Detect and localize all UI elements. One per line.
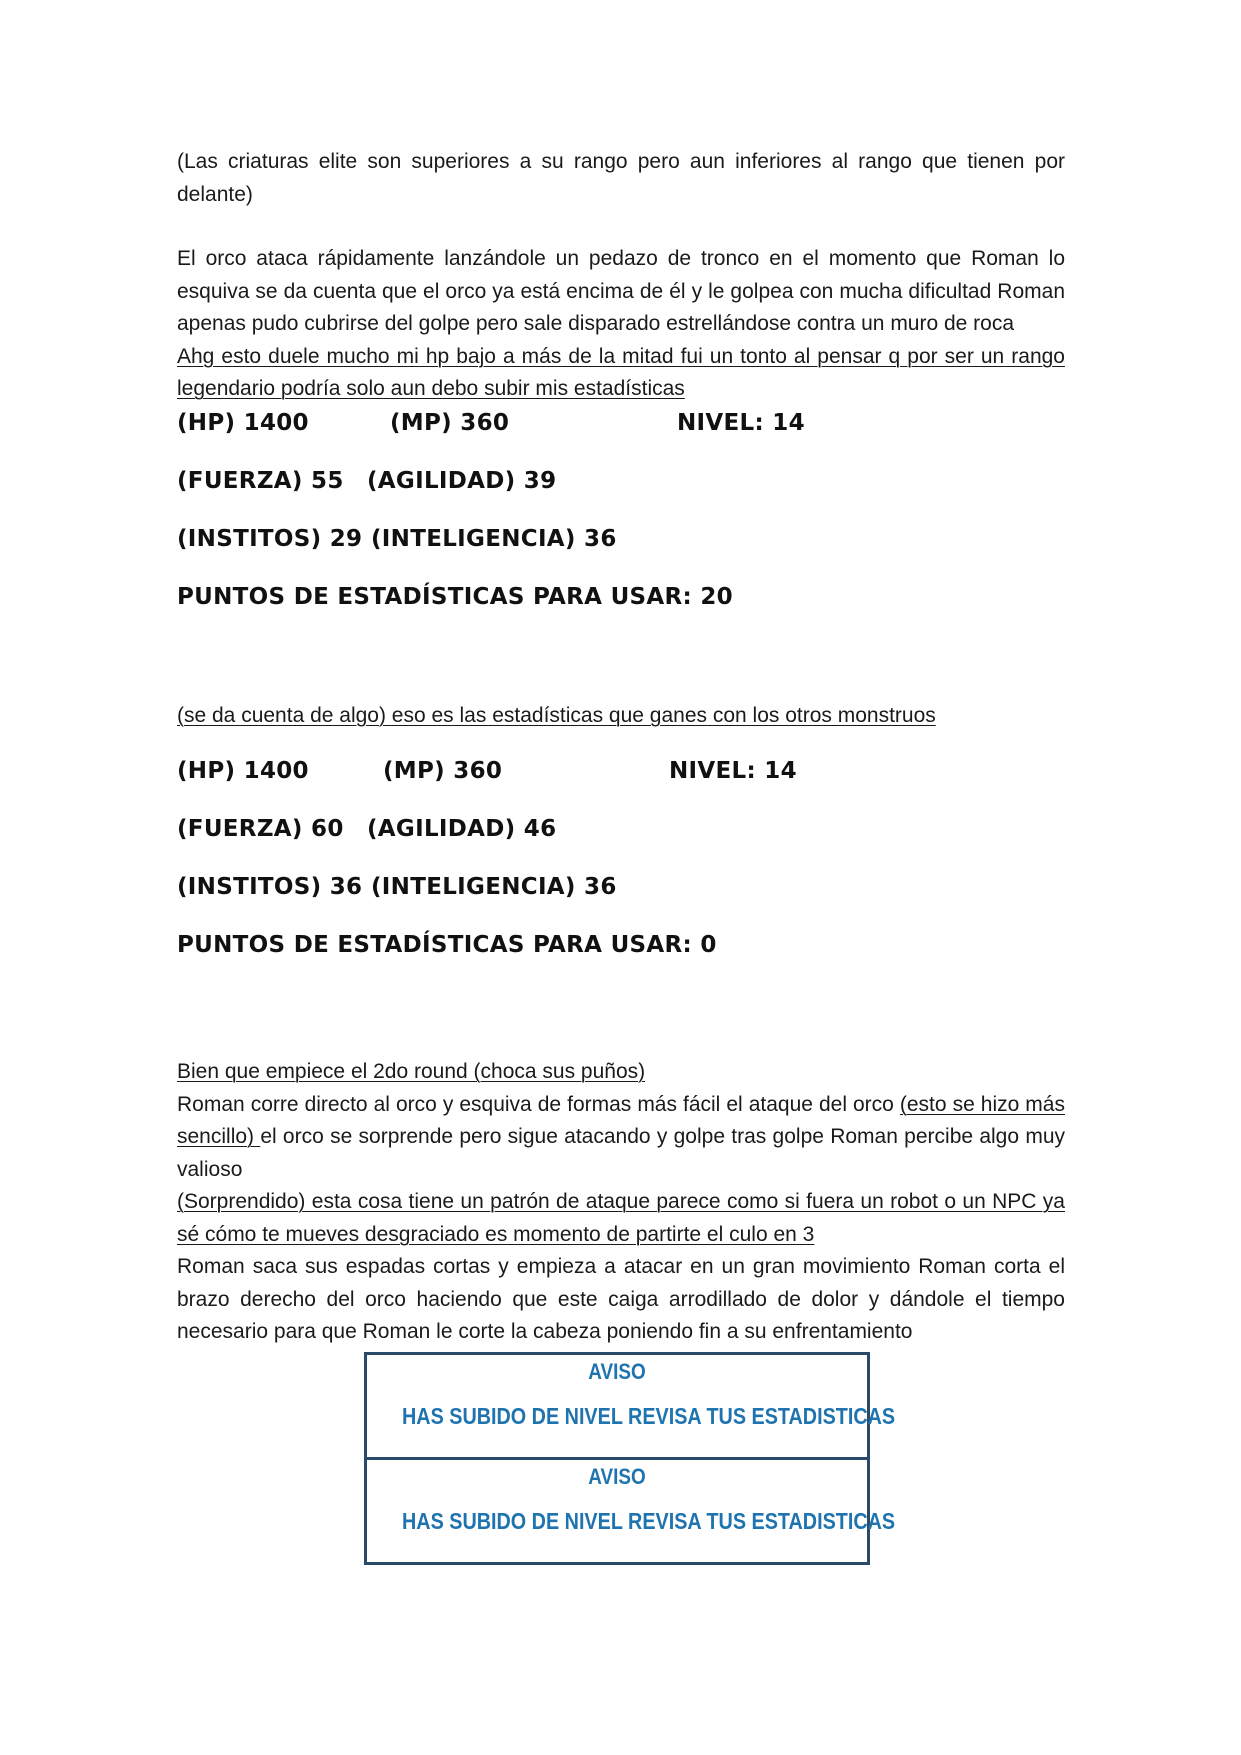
stat-puntos: PUNTOS DE ESTADÍSTICAS PARA USAR: 0	[177, 932, 717, 958]
stat-puntos: PUNTOS DE ESTADÍSTICAS PARA USAR: 20	[177, 583, 733, 610]
paragraph-roman-finishes: Roman saca sus espadas cortas y empieza a atacar en un gran movimiento Roman corta el brazo derecho del orco haciendo que este caiga arrodillado de dolor y dándole el tiempo necesario para que Roman le corte la cabeza poniendo fin a su enfrentamiento	[177, 1255, 1065, 1343]
stat-instintos: (INSTITOS) 29	[177, 525, 363, 552]
stats-row-puntos	[177, 932, 1065, 990]
stat-mp: (MP) 360	[390, 409, 510, 436]
stat-hp: (HP) 1400	[177, 758, 309, 784]
document-page	[177, 146, 1065, 1349]
notice-message: HAS SUBIDO DE NIVEL REVISA TUS ESTADISTICAS	[402, 1403, 896, 1429]
stat-inteligencia: (INTELIGENCIA) 36	[371, 874, 617, 900]
spacer	[177, 642, 1065, 700]
stat-mp: (MP) 360	[383, 758, 503, 784]
stat-nivel: NIVEL: 14	[677, 409, 805, 436]
text-segment: Roman corre directo al orco y esquiva de formas más fácil el ataque del orco	[177, 1092, 900, 1116]
stat-nivel: NIVEL: 14	[669, 758, 797, 784]
spacer	[177, 211, 1065, 243]
paragraph-orc-attack: El orco ataca rápidamente lanzándole un pedazo de tronco en el momento que Roman lo esquiva se da cuenta que el orco ya está encima de él y le golpea con mucha dificultad Roman apenas pudo cubrirse del golpe pero sale disparado estrellándose contra un muro de roca	[177, 247, 1065, 335]
text-segment: el orco se sorprende pero sigue atacando y golpe tras golpe Roman percibe algo muy valioso	[177, 1125, 1065, 1181]
stat-fuerza: (FUERZA) 60	[177, 816, 344, 842]
stat-hp: (HP) 1400	[177, 409, 309, 436]
paragraph-roman-thought-1: Ahg esto duele mucho mi hp bajo a más de la mitad fui un tonto al pensar q por ser un rango legendario podría solo aun debo subir mis estadísticas	[177, 344, 1065, 400]
stats-row-hp-mp-level	[177, 410, 1065, 468]
stats-row-fuerza-agilidad	[177, 468, 1065, 526]
stats-row-fuerza-agilidad	[177, 816, 1065, 874]
paragraph-roman-dodges	[177, 1089, 1065, 1187]
stats-row-instintos-inteligencia	[177, 874, 1065, 932]
spacer	[177, 990, 1065, 1056]
stats-row-puntos	[177, 584, 1065, 642]
paragraph-second-round: Bien que empiece el 2do round (choca sus puños)	[177, 1060, 646, 1083]
notice-title: AVISO	[588, 1464, 646, 1489]
notice-title: AVISO	[588, 1359, 646, 1384]
stat-agilidad: (AGILIDAD) 39	[367, 467, 557, 494]
notice-message: HAS SUBIDO DE NIVEL REVISA TUS ESTADISTICAS	[402, 1508, 896, 1534]
stats-row-hp-mp-level	[177, 758, 1065, 816]
stats-block-2	[177, 758, 1065, 990]
stat-agilidad: (AGILIDAD) 46	[367, 816, 557, 842]
paragraph-elite-note: (Las criaturas elite son superiores a su rango pero aun inferiores al rango que tienen por delante)	[177, 150, 1065, 206]
stat-instintos: (INSTITOS) 36	[177, 874, 363, 900]
stats-row-instintos-inteligencia	[177, 526, 1065, 584]
notice-box-2	[364, 1457, 896, 1565]
stat-inteligencia: (INTELIGENCIA) 36	[371, 525, 617, 552]
notice-box-1	[364, 1352, 896, 1460]
paragraph-roman-realizes: (se da cuenta de algo) eso es las estadísticas que ganes con los otros monstruos	[177, 703, 936, 727]
paragraph-roman-thought-2: (Sorprendido) esta cosa tiene un patrón de ataque parece como si fuera un robot o un NPC ya sé cómo te mueves desgraciado es momento de partirte el culo en 3	[177, 1190, 1065, 1246]
stats-block-1	[177, 410, 1065, 642]
text-segment-underlined: (esto se hizo más sencillo)	[177, 1092, 1065, 1148]
stat-fuerza: (FUERZA) 55	[177, 467, 344, 494]
